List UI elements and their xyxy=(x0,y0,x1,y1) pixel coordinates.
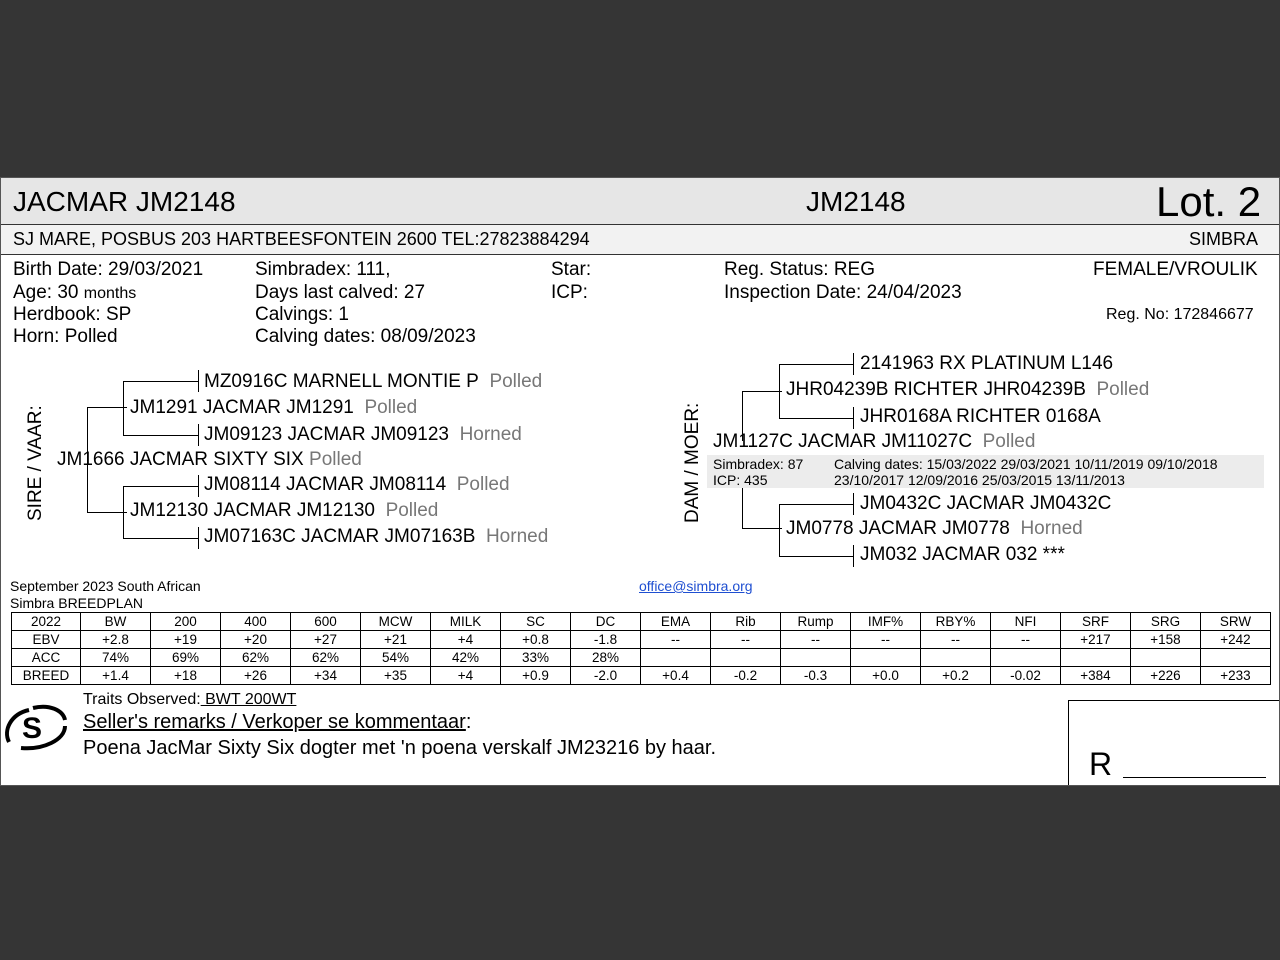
table-cell: +0.9 xyxy=(501,667,571,685)
tree-line xyxy=(198,527,199,549)
sire-ds-name: JM08114 JACMAR JM08114 xyxy=(204,474,447,495)
sire-ds-horn: Polled xyxy=(456,474,510,495)
table-cell: +26 xyxy=(221,667,291,685)
table-header-cell: BW xyxy=(81,613,151,631)
sire-sd-name: JM09123 JACMAR JM09123 xyxy=(204,424,449,445)
table-header-cell: MCW xyxy=(361,613,431,631)
dam-main-name: JM1127C JACMAR JM11027C xyxy=(713,431,973,452)
animal-id: JM2148 xyxy=(806,186,906,217)
days-last-calved: Days last calved: 27 xyxy=(255,282,426,303)
simbra-logo-icon xyxy=(3,702,71,754)
tree-line xyxy=(779,364,780,418)
table-cell: -- xyxy=(781,631,851,649)
table-cell: -0.02 xyxy=(991,667,1061,685)
table-cell: -- xyxy=(711,631,781,649)
table-cell: +34 xyxy=(291,667,361,685)
table-cell: -- xyxy=(921,631,991,649)
sire-main xyxy=(57,449,362,471)
dam-ss: 2141963 RX PLATINUM L146 xyxy=(860,353,1114,374)
table-cell xyxy=(1131,649,1201,667)
simbra-logo-letter: S xyxy=(22,712,43,745)
tree-line xyxy=(87,407,127,408)
price-line xyxy=(1123,777,1266,778)
sire-dd xyxy=(204,526,548,548)
table-cell: +27 xyxy=(291,631,361,649)
table-cell: +4 xyxy=(431,667,501,685)
table-row xyxy=(12,667,1271,685)
icp: ICP: xyxy=(551,282,588,303)
table-cell: +0.4 xyxy=(641,667,711,685)
table-cell: -- xyxy=(641,631,711,649)
table-cell: +158 xyxy=(1131,631,1201,649)
tree-line xyxy=(779,364,854,365)
table-header-cell: DC xyxy=(571,613,641,631)
table-cell: ACC xyxy=(12,649,81,667)
table-cell: +2.8 xyxy=(81,631,151,649)
table-header-cell: 2022 xyxy=(12,613,81,631)
tree-line xyxy=(742,488,743,528)
dam-s-name: JHR04239B RICHTER JHR04239B xyxy=(786,379,1086,400)
table-header-cell: EMA xyxy=(641,613,711,631)
table-cell xyxy=(1061,649,1131,667)
breeder-bar xyxy=(1,225,1279,255)
breeder-info: SJ MARE, POSBUS 203 HARTBEESFONTEIN 2600 TEL:27823884294 xyxy=(13,229,590,249)
email-link[interactable]: office@simbra.org xyxy=(639,578,753,594)
table-cell: -- xyxy=(991,631,1061,649)
dam-icp: ICP: 435 xyxy=(713,472,768,488)
reg-number: Reg. No: 172846677 xyxy=(1106,306,1254,323)
table-cell: +4 xyxy=(431,631,501,649)
tree-line xyxy=(779,418,854,419)
table-cell: +20 xyxy=(221,631,291,649)
table-header-row xyxy=(12,613,1271,631)
table-cell: 62% xyxy=(291,649,361,667)
dam-d-name: JM0778 JACMAR JM0778 xyxy=(786,518,1010,539)
sire-ds xyxy=(204,474,510,496)
sire-dd-horn: Horned xyxy=(485,526,549,547)
dam-details-box xyxy=(707,455,1264,488)
simbradex: Simbradex: 111, xyxy=(255,259,391,280)
table-row xyxy=(12,649,1271,667)
table-header-cell: 200 xyxy=(151,613,221,631)
table-cell: -0.3 xyxy=(781,667,851,685)
table-header-cell: Rib xyxy=(711,613,781,631)
star: Star: xyxy=(551,259,592,280)
table-cell: +0.8 xyxy=(501,631,571,649)
tree-line xyxy=(87,512,127,513)
table-cell xyxy=(1201,649,1271,667)
table-header-cell: NFI xyxy=(991,613,1061,631)
horn-status: Horn: Polled xyxy=(13,326,118,347)
breedplan-title-2: Simbra BREEDPLAN xyxy=(10,595,144,611)
tree-line xyxy=(123,486,199,487)
dam-dd: JM032 JACMAR 032 *** xyxy=(860,544,1065,565)
table-cell: +226 xyxy=(1131,667,1201,685)
traits-value: BWT 200WT xyxy=(200,691,297,708)
table-header-cell: Rump xyxy=(781,613,851,631)
simbra-logo xyxy=(3,702,71,754)
dam-main xyxy=(713,431,1035,453)
table-cell: +217 xyxy=(1061,631,1131,649)
table-header-cell: SRG xyxy=(1131,613,1201,631)
table-cell: +19 xyxy=(151,631,221,649)
tree-line xyxy=(123,486,124,538)
table-cell: +1.4 xyxy=(81,667,151,685)
sire-s-horn: Polled xyxy=(364,397,418,418)
table-cell: +384 xyxy=(1061,667,1131,685)
table-cell: +18 xyxy=(151,667,221,685)
sire-ss xyxy=(204,371,542,393)
table-header-cell: 600 xyxy=(291,613,361,631)
remarks-text: Poena JacMar Sixty Six dogter met 'n poena verskalf JM23216 by haar. xyxy=(83,737,717,759)
table-cell xyxy=(991,649,1061,667)
table-cell: -2.0 xyxy=(571,667,641,685)
table-cell: 28% xyxy=(571,649,641,667)
table-cell: +21 xyxy=(361,631,431,649)
table-header-cell: 400 xyxy=(221,613,291,631)
table-cell xyxy=(711,649,781,667)
age xyxy=(13,282,136,304)
remarks-heading xyxy=(83,711,471,734)
table-cell xyxy=(921,649,991,667)
sire-d-horn: Polled xyxy=(385,500,439,521)
tree-line xyxy=(123,381,124,435)
lot-number: Lot. 2 xyxy=(1156,178,1262,225)
table-header-cell: IMF% xyxy=(851,613,921,631)
table-cell: 69% xyxy=(151,649,221,667)
sire-s-name: JM1291 JACMAR JM1291 xyxy=(130,397,354,418)
table-cell: -0.2 xyxy=(711,667,781,685)
sire-ss-horn: Polled xyxy=(489,371,543,392)
sire-s xyxy=(130,397,417,419)
table-header-cell: SC xyxy=(501,613,571,631)
traits-label: Traits Observed: xyxy=(83,691,201,708)
sire-sd xyxy=(204,424,522,446)
dam-calving-dates-1: Calving dates: 15/03/2022 29/03/2021 10/11/2019 09/10/2018 xyxy=(834,456,1218,472)
table-cell: +0.0 xyxy=(851,667,921,685)
sire-ss-name: MZ0916C MARNELL MONTIE P xyxy=(204,371,479,392)
table-cell: +242 xyxy=(1201,631,1271,649)
table-cell: -1.8 xyxy=(571,631,641,649)
lot-card xyxy=(0,177,1280,786)
inspection-date: Inspection Date: 24/04/2023 xyxy=(724,282,962,303)
age-unit: months xyxy=(83,285,137,302)
tree-line xyxy=(198,475,199,497)
sire-d-name: JM12130 JACMAR JM12130 xyxy=(130,500,375,521)
table-cell: +0.2 xyxy=(921,667,991,685)
remarks-label: Seller's remarks / Verkoper se kommentaar xyxy=(83,711,466,733)
tree-line xyxy=(198,424,199,446)
tree-line xyxy=(853,545,854,567)
tree-line xyxy=(123,381,199,382)
animal-name: JACMAR JM2148 xyxy=(13,186,236,217)
table-cell: BREED xyxy=(12,667,81,685)
dam-sd: JHR0168A RICHTER 0168A xyxy=(860,406,1101,427)
dam-d-horn: Horned xyxy=(1020,518,1083,539)
table-cell xyxy=(851,649,921,667)
dam-s-horn: Polled xyxy=(1096,379,1150,400)
breedplan-title-1: September 2023 South African xyxy=(10,578,201,594)
tree-line xyxy=(779,504,854,505)
tree-line xyxy=(853,407,854,429)
tree-line xyxy=(779,504,780,556)
sire-d xyxy=(130,500,438,522)
dam-calving-dates-2: 23/10/2017 12/09/2016 25/03/2015 13/11/2013 xyxy=(834,472,1125,488)
table-cell: 33% xyxy=(501,649,571,667)
header-bar xyxy=(1,178,1279,225)
birth-date: Birth Date: 29/03/2021 xyxy=(13,259,204,280)
table-header-cell: MILK xyxy=(431,613,501,631)
tree-line xyxy=(123,435,199,436)
calvings: Calvings: 1 xyxy=(255,304,349,325)
tree-line xyxy=(853,353,854,375)
sire-main-name: JM1666 JACMAR SIXTY SIX xyxy=(57,449,304,470)
table-cell: EBV xyxy=(12,631,81,649)
tree-line xyxy=(742,528,782,529)
table-cell: 74% xyxy=(81,649,151,667)
tree-line xyxy=(853,493,854,515)
tree-line xyxy=(779,556,854,557)
table-header-cell: SRW xyxy=(1201,613,1271,631)
table-cell: +233 xyxy=(1201,667,1271,685)
table-cell: +35 xyxy=(361,667,431,685)
table-header-cell: SRF xyxy=(1061,613,1131,631)
herdbook: Herdbook: SP xyxy=(13,304,132,325)
reg-status: Reg. Status: REG xyxy=(724,259,876,280)
table-cell xyxy=(781,649,851,667)
table-row xyxy=(12,631,1271,649)
dam-s xyxy=(786,379,1149,401)
tree-line xyxy=(742,391,782,392)
table-cell: 62% xyxy=(221,649,291,667)
table-cell: 54% xyxy=(361,649,431,667)
price-box[interactable] xyxy=(1068,700,1279,785)
breed-name: SIMBRA xyxy=(1189,229,1259,249)
table-cell xyxy=(641,649,711,667)
traits-observed xyxy=(83,691,296,709)
breedplan-table xyxy=(11,612,1271,685)
dam-main-horn: Polled xyxy=(982,431,1036,452)
sire-side-label: SIRE / VAAR: xyxy=(25,405,46,521)
sire-sd-horn: Horned xyxy=(459,424,522,445)
remarks-colon: : xyxy=(465,711,472,733)
table-header-cell: RBY% xyxy=(921,613,991,631)
dam-ds: JM0432C JACMAR JM0432C xyxy=(860,493,1112,514)
dam-side-label: DAM / MOER: xyxy=(682,402,703,523)
table-cell: 42% xyxy=(431,649,501,667)
price-prefix: R xyxy=(1089,746,1113,782)
calving-dates: Calving dates: 08/09/2023 xyxy=(255,326,476,347)
sire-dd-name: JM07163C JACMAR JM07163B xyxy=(204,526,476,547)
table-cell: -- xyxy=(851,631,921,649)
dam-simbradex: Simbradex: 87 xyxy=(713,456,804,472)
dam-d xyxy=(786,518,1083,540)
sire-main-horn: Polled xyxy=(309,449,362,470)
tree-line xyxy=(123,538,199,539)
age-value: Age: 30 xyxy=(13,282,84,303)
tree-line xyxy=(198,370,199,392)
sex: FEMALE/VROULIK xyxy=(1093,259,1258,280)
